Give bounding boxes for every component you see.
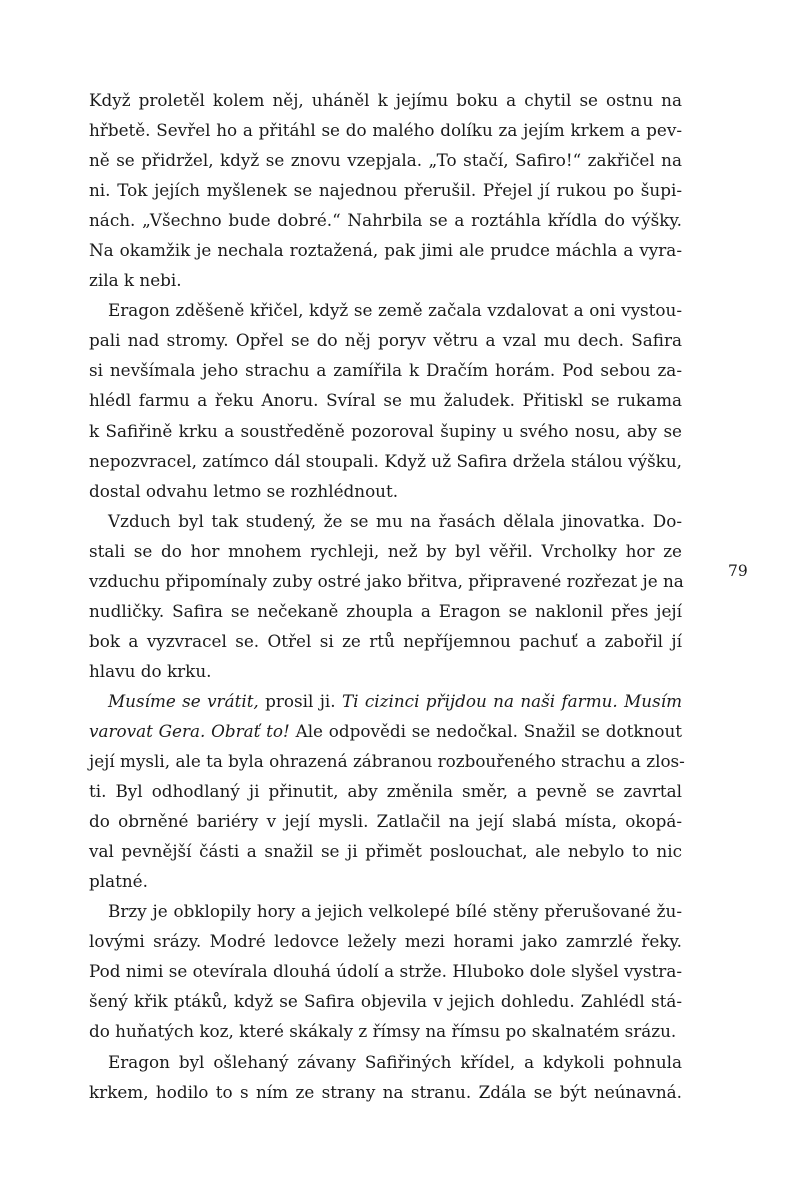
text-segment: Ale odpovědi se nedočkal. Snažil se dotknout xyxy=(289,720,682,741)
text-line: nách. „Všechno bude dobré.“ Nahrbila se a roztáhla křídla do výšky. xyxy=(89,210,682,231)
text-line: hlavu do krku. xyxy=(89,660,212,681)
italic-text-segment: Musíme se vrátit, xyxy=(108,690,259,711)
text-line: platné. xyxy=(89,871,148,892)
text-line: do huňatých koz, které skákaly z římsy na římsu po skalnatém srázu. xyxy=(89,1021,677,1042)
text-line: dostal odvahu letmo se rozhlédnout. xyxy=(89,480,399,501)
text-line: nudličky. Safira se nečekaně zhoupla a Eragon se naklonil přes její xyxy=(89,600,682,621)
text-line: bok a vyzvracel se. Otřel si ze rtů nepříjemnou pachuť a zabořil jí xyxy=(89,630,682,651)
text-line: nepozvracel, zatímco dál stoupali. Když už Safira držela stálou výšku, xyxy=(89,450,682,471)
text-line: Pod nimi se otevírala dlouhá údolí a strže. Hluboko dole slyšel vystra- xyxy=(89,961,682,982)
text-line: val pevnější části a snažil se ji přimět poslouchat, ale nebylo to nic xyxy=(89,841,682,862)
paragraph xyxy=(89,1047,682,1107)
text-segment: prosil ji. xyxy=(258,690,342,711)
text-line: Vzduch byl tak studený, že se mu na řasách dělala jinovatka. Do- xyxy=(108,510,682,531)
text-line: k Safiřině krku a soustředěně pozoroval šupiny u svého nosu, aby se xyxy=(89,420,682,441)
text-line: Eragon byl ošlehaný závany Safiřiných křídel, a kdykoli pohnula xyxy=(108,1051,682,1072)
italic-text-segment: Ti cizinci přijdou na naši farmu. Musím xyxy=(341,690,683,711)
paragraph xyxy=(89,896,682,1046)
paragraph xyxy=(89,686,685,896)
text-line: hřbetě. Sevřel ho a přitáhl se do malého dolíku za jejím krkem a pev- xyxy=(89,120,682,141)
text-line: Když proletěl kolem něj, uháněl k jejímu boku a chytil se ostnu na xyxy=(89,90,682,110)
text-line: stali se do hor mnohem rychleji, než by byl věřil. Vrcholky hor ze xyxy=(89,540,682,561)
text-line: si nevšímala jeho strachu a zamířila k Dračím horám. Pod sebou za- xyxy=(89,360,682,381)
text-line: krkem, hodilo to s ním ze strany na stranu. Zdála se být neúnavná. xyxy=(89,1081,682,1102)
text-line: Eragon zděšeně křičel, když se země začala vzdalovat a oni vystou- xyxy=(108,300,682,321)
text-line: Brzy je obklopily hory a jejich velkolepé bílé stěny přerušované žu- xyxy=(108,901,682,922)
text-line: ni. Tok jejích myšlenek se najednou přerušil. Přejel jí rukou po šupi- xyxy=(89,180,682,201)
text-line: zila k nebi. xyxy=(89,270,182,291)
text-line: Na okamžik je nechala roztažená, pak jimi ale prudce máchla a vyra- xyxy=(89,240,682,261)
text-line: ti. Byl odhodlaný ji přinutit, aby změnila směr, a pevně se zavrtal xyxy=(89,781,682,802)
text-line: do obrněné bariéry v její mysli. Zatlačil na její slabá místa, okopá- xyxy=(89,811,682,832)
paragraph xyxy=(89,506,682,686)
book-page-text xyxy=(89,85,685,1107)
text-line: vzduchu připomínaly zuby ostré jako břitva, připravené rozřezat je na xyxy=(89,570,684,591)
paragraph xyxy=(89,295,682,505)
text-line xyxy=(89,686,682,716)
text-line: ně se přidržel, když se znovu vzepjala. „To stačí, Safiro!“ zakřičel na xyxy=(89,150,682,171)
text-line xyxy=(89,716,682,746)
text-line: lovými srázy. Modré ledovce ležely mezi horami jako zamrzlé řeky. xyxy=(89,931,682,952)
paragraph xyxy=(89,85,682,295)
text-line: její mysli, ale ta byla ohrazená zábranou rozbouřeného strachu a zlos- xyxy=(89,751,685,772)
italic-text-segment: varovat Gera. Obrať to! xyxy=(89,720,290,741)
page-number: 79 xyxy=(728,562,748,580)
text-line: pali nad stromy. Opřel se do něj poryv větru a vzal mu dech. Safira xyxy=(89,330,682,351)
text-line: hlédl farmu a řeku Anoru. Svíral se mu žaludek. Přitiskl se rukama xyxy=(89,390,682,411)
text-line: šený křik ptáků, když se Safira objevila v jejich dohledu. Zahlédl stá- xyxy=(89,991,682,1012)
